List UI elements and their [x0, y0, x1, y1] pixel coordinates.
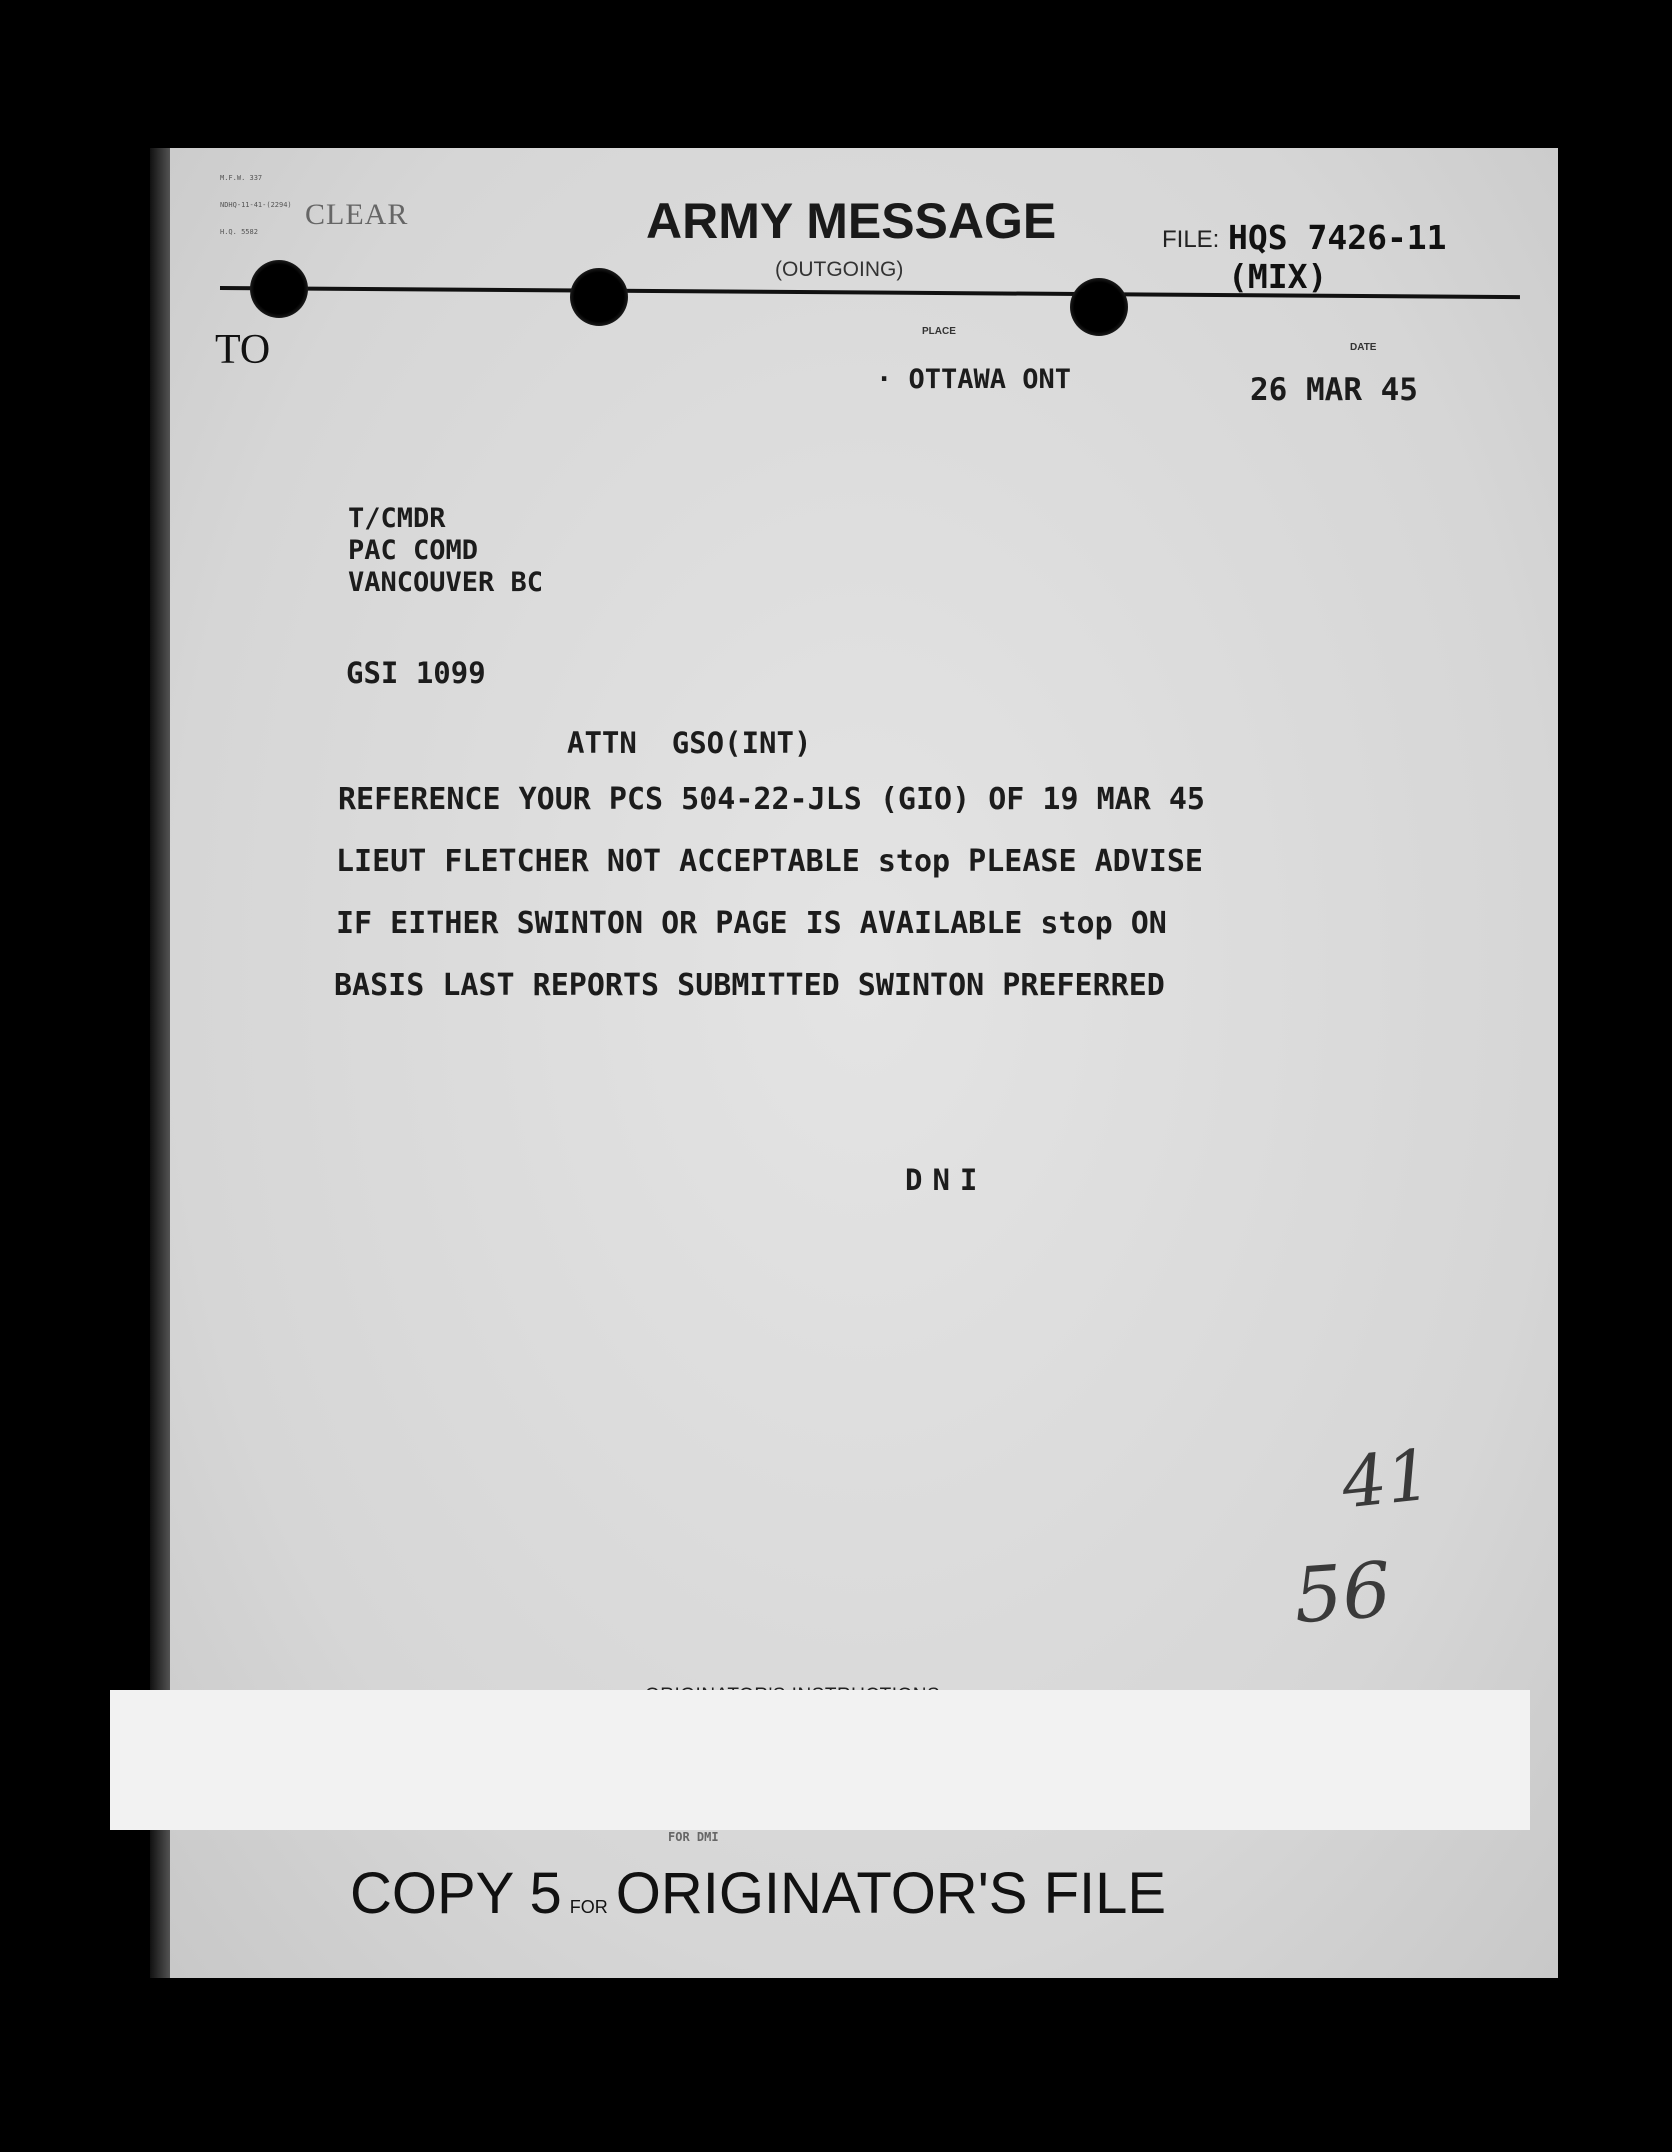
punch-hole-right [1070, 278, 1128, 336]
handwritten-page-number: 41 [1337, 1433, 1436, 1525]
place-value: · OTTAWA ONT [876, 364, 1072, 395]
form-subtitle: (OUTGOING) [775, 258, 904, 281]
copy-number: COPY 5 [350, 1861, 562, 1926]
recipient-line: PAC COMD [348, 535, 479, 566]
classification-label: CLEAR [305, 198, 409, 231]
message-body-line: LIEUT FLETCHER NOT ACCEPTABLE stop PLEASE ADVISE [336, 844, 1203, 879]
form-code: M.F.W. 337 [220, 174, 263, 182]
file-number: HQS 7426-11 (MIX) [1228, 218, 1447, 296]
copy-footer [350, 1860, 1166, 1927]
form-code: H.Q. 5582 [220, 228, 258, 236]
message-body-line: REFERENCE YOUR PCS 504-22-JLS (GIO) OF 19 MAR 45 [338, 782, 1205, 817]
place-label: PLACE [922, 326, 956, 337]
signer-rank-sub: FOR DMI [668, 1830, 719, 1844]
copy-band [110, 1690, 1530, 1830]
handwritten-folio-number: 56 [1291, 1544, 1394, 1641]
message-body-line: IF EITHER SWINTON OR PAGE IS AVAILABLE stop ON [336, 906, 1167, 941]
punch-hole-center [570, 268, 628, 326]
copy-destination: ORIGINATOR'S FILE [615, 1861, 1167, 1926]
date-value: 26 MAR 45 [1250, 372, 1418, 408]
recipient-line: VANCOUVER BC [348, 567, 544, 598]
date-label: DATE [1350, 342, 1377, 353]
form-code: NDHQ-11-41-(2294) [220, 201, 292, 209]
recipient-line: T/CMDR [348, 503, 446, 534]
copy-for: FOR [569, 1897, 608, 1917]
signature-block: DNI [905, 1163, 988, 1197]
form-codes [220, 156, 292, 255]
to-label: TO [215, 327, 271, 373]
form-title: ARMY MESSAGE [646, 193, 1057, 249]
attention-line: ATTN GSO(INT) [567, 726, 812, 760]
punch-hole-left [250, 260, 308, 318]
message-body-line: BASIS LAST REPORTS SUBMITTED SWINTON PREFERRED [334, 968, 1165, 1003]
message-reference: GSI 1099 [346, 656, 486, 690]
file-label: FILE: [1162, 226, 1220, 253]
